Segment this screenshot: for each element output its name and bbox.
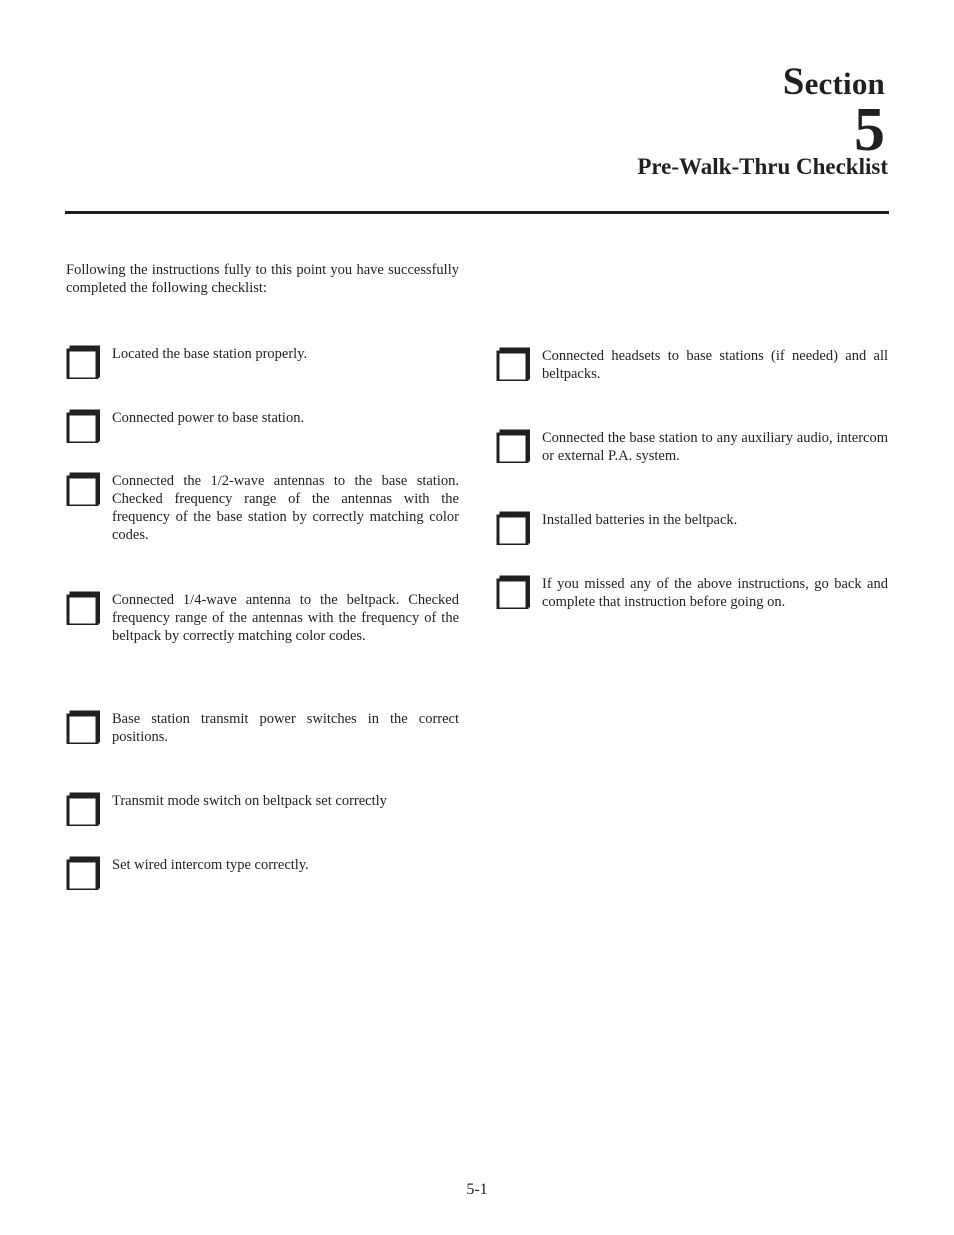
checkbox-icon[interactable] (66, 345, 100, 379)
section-label-cap: S (782, 60, 805, 103)
checkbox-icon[interactable] (66, 856, 100, 890)
checkbox-icon[interactable] (496, 429, 530, 463)
checklist-item-text: If you missed any of the above instructions, go back and complete that instruction before going on. (542, 576, 888, 610)
checklist-item-text: Connected the 1/2-wave antennas to the base station. Checked frequency range of the antennas with the frequency of the base station by correctly matching color codes. (112, 473, 459, 543)
checkbox-icon[interactable] (66, 472, 100, 506)
page-number: 5-1 (466, 1181, 488, 1198)
checklist-item-text: Connected 1/4-wave antenna to the beltpack. Checked frequency range of the antennas with the frequency of the beltpack by correctly matching color codes. (112, 592, 459, 644)
checklist-item-text: Transmit mode switch on beltpack set correctly (112, 793, 387, 809)
intro-paragraph: Following the instructions fully to this point you have successfully completed the following checklist: (66, 262, 459, 296)
checklist-item-text: Installed batteries in the beltpack. (542, 512, 738, 528)
checkbox-icon[interactable] (66, 591, 100, 625)
checkbox-icon[interactable] (66, 792, 100, 826)
checkbox-icon[interactable] (496, 575, 530, 609)
checklist-item-text: Connected the base station to any auxiliary audio, intercom or external P.A. system. (542, 430, 888, 464)
header-divider (65, 211, 889, 214)
checkbox-icon[interactable] (66, 710, 100, 744)
checkbox-icon[interactable] (496, 347, 530, 381)
section-label-rest: ection (804, 66, 885, 101)
checklist-item-text: Connected headsets to base stations (if needed) and all beltpacks. (542, 348, 888, 382)
checkbox-icon[interactable] (496, 511, 530, 545)
checklist-item-text: Connected power to base station. (112, 410, 305, 426)
checklist-item-text: Located the base station properly. (112, 346, 308, 362)
checklist-item-text: Base station transmit power switches in the correct positions. (112, 711, 459, 745)
page-title: Pre-Walk-Thru Checklist (637, 154, 888, 179)
checkbox-icon[interactable] (66, 409, 100, 443)
checklist-item-text: Set wired intercom type correctly. (112, 857, 309, 873)
section-number: 5 (854, 96, 885, 164)
